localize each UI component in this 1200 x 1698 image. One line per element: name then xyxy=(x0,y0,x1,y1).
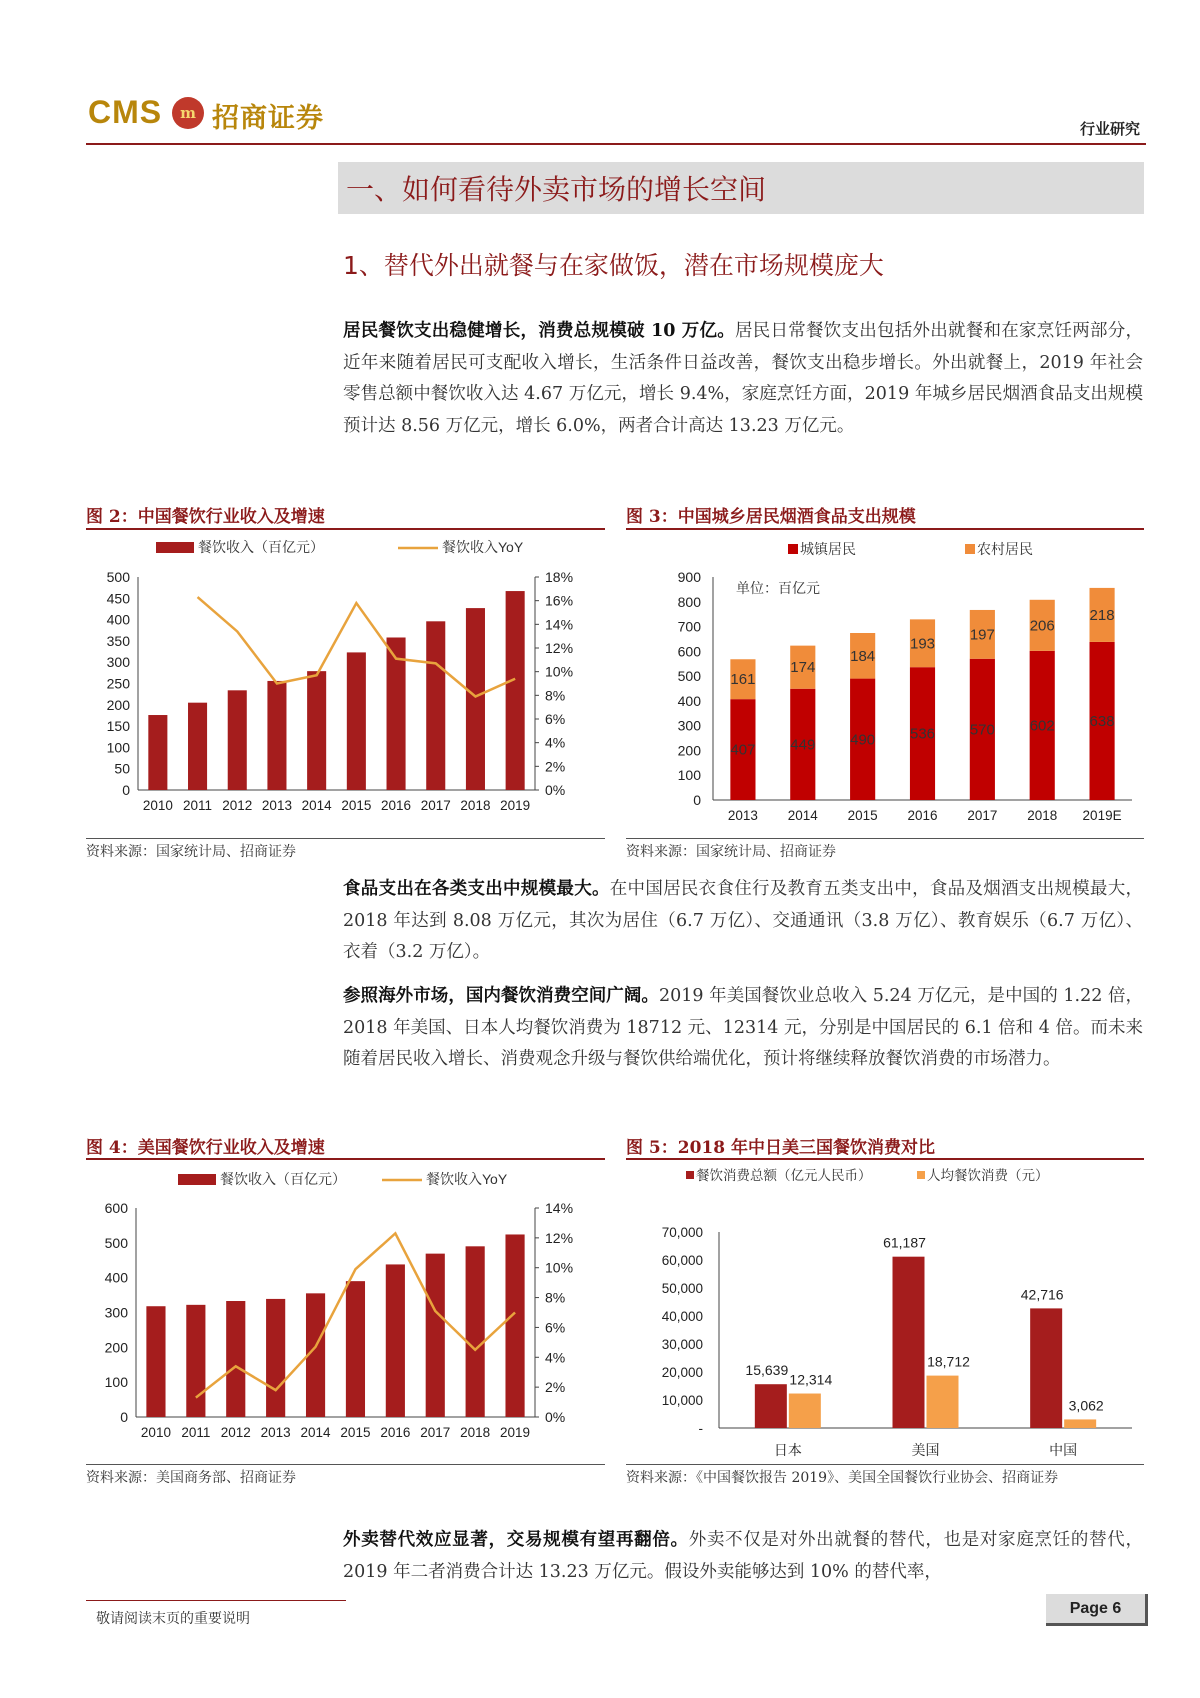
left-tick-label: 400 xyxy=(106,611,130,628)
legend-line-label: 餐饮收入YoY xyxy=(442,539,524,555)
right-tick-label: 12% xyxy=(545,640,574,656)
left-tick-label: 10,000 xyxy=(661,1393,703,1408)
x-tick-label: 美国 xyxy=(911,1442,940,1458)
left-tick-label: 20,000 xyxy=(661,1365,703,1380)
legend-rural-label: 农村居民 xyxy=(977,541,1033,557)
left-tick-label: 200 xyxy=(677,742,701,759)
urban-value-label: 490 xyxy=(850,731,876,749)
left-tick-label: 100 xyxy=(677,767,701,784)
urban-value-label: 638 xyxy=(1089,712,1115,730)
paragraph-3-text: 2019 年美国餐饮业总收入 5.24 万亿元，是中国的 1.22 倍，2018 年美国、日本人均餐饮消费为 18712 元、12314 元，分别是中国居民的 6.1 倍和 4 倍。而未来随着居民收入增长、消费观念升级与餐饮供给端优化，预计将继续释放餐饮消费的市场潜力。 xyxy=(343,986,1144,1069)
right-tick-label: 14% xyxy=(545,616,574,633)
right-tick-label: 8% xyxy=(545,687,566,704)
legend-total-swatch xyxy=(686,1171,694,1179)
header-divider xyxy=(86,143,1146,145)
x-tick-label: 2016 xyxy=(381,798,412,813)
left-tick-label: 300 xyxy=(677,717,701,734)
bar-2012 xyxy=(228,690,247,790)
right-tick-label: 10% xyxy=(545,663,574,680)
left-tick-label: 800 xyxy=(677,593,701,610)
bar-2013 xyxy=(267,681,286,790)
x-tick-label: 2017 xyxy=(420,1425,451,1440)
bar-total-美国 xyxy=(893,1257,925,1428)
x-tick-label: 2013 xyxy=(261,798,292,813)
bar-2018 xyxy=(466,1246,485,1417)
legend-urban-swatch xyxy=(788,544,798,554)
subsection-title: 1、替代外出就餐与在家做饭，潜在市场规模庞大 xyxy=(343,251,884,280)
paragraph-4 xyxy=(343,1525,1143,1588)
x-tick-label: 2014 xyxy=(301,798,332,813)
x-tick-label: 2012 xyxy=(220,1425,251,1440)
bar-2017 xyxy=(426,1254,445,1417)
x-tick-label: 2015 xyxy=(341,798,372,813)
logo-mark-icon: m xyxy=(172,97,204,129)
urban-value-label: 536 xyxy=(909,725,936,743)
right-tick-label: 6% xyxy=(545,711,566,727)
bar-2011 xyxy=(188,703,207,790)
bar-2015 xyxy=(347,652,366,790)
bar-percap-中国 xyxy=(1064,1419,1096,1428)
left-tick-label: 300 xyxy=(106,654,130,671)
legend-bar-swatch xyxy=(178,1174,216,1185)
right-tick-label: 10% xyxy=(545,1259,574,1276)
bar-2011 xyxy=(186,1305,205,1417)
footer-note: 敬请阅读末页的重要说明 xyxy=(96,1611,250,1627)
report-type-label: 行业研究 xyxy=(1079,120,1140,138)
fig4-source: 资料来源：美国商务部、招商证券 xyxy=(86,1470,296,1486)
data-label: 42,716 xyxy=(1020,1286,1064,1303)
x-tick-label: 2016 xyxy=(907,808,938,823)
paragraph-1-lead: 居民餐饮支出稳健增长，消费总规模破 10 万亿。 xyxy=(343,321,736,341)
x-tick-label: 2017 xyxy=(420,798,451,813)
unit-label: 单位：百亿元 xyxy=(736,580,820,596)
fig3-source-rule xyxy=(626,838,1144,839)
left-tick-label: 350 xyxy=(106,632,130,649)
bar-2014 xyxy=(307,671,326,790)
left-tick-label: 40,000 xyxy=(661,1309,703,1324)
right-tick-label: 14% xyxy=(545,1200,574,1216)
right-tick-label: 12% xyxy=(545,1229,574,1246)
paragraph-1 xyxy=(343,316,1143,442)
rural-value-label: 161 xyxy=(730,671,756,689)
x-tick-label: 2014 xyxy=(300,1425,331,1440)
paragraph-2-text: 在中国居民衣食住行及教育五类支出中，食品及烟酒支出规模最大，2018 年达到 8.08 万亿元，其次为居住（6.7 万亿）、交通通讯（3.8 万亿）、教育娱乐（6.7 万亿）、衣着（3.2 万亿）。 xyxy=(343,879,1144,962)
left-tick-label: 500 xyxy=(106,569,130,585)
left-tick-label: 50 xyxy=(114,760,130,777)
bar-2018 xyxy=(466,608,485,790)
fig5-title: 图 5：2018 年中日美三国餐饮消费对比 xyxy=(626,1138,935,1158)
right-tick-label: 2% xyxy=(545,1379,566,1396)
x-tick-label: 2010 xyxy=(140,1425,171,1440)
right-tick-label: 2% xyxy=(545,758,566,775)
left-tick-label: 600 xyxy=(104,1200,128,1216)
section-title: 一、如何看待外卖市场的增长空间 xyxy=(346,173,767,206)
left-tick-label: - xyxy=(698,1421,703,1436)
x-tick-label: 2011 xyxy=(181,1425,211,1440)
rural-value-label: 197 xyxy=(969,626,995,644)
rural-value-label: 193 xyxy=(909,635,936,653)
urban-value-label: 602 xyxy=(1029,717,1055,735)
x-tick-label: 2013 xyxy=(260,1425,291,1440)
left-tick-label: 450 xyxy=(106,590,130,607)
bar-2019 xyxy=(505,1234,524,1417)
left-tick-label: 700 xyxy=(677,618,701,635)
left-tick-label: 150 xyxy=(106,718,130,735)
x-tick-label: 2018 xyxy=(460,1425,491,1440)
left-tick-label: 0 xyxy=(120,1409,128,1425)
bar-2019 xyxy=(506,591,525,790)
bar-total-中国 xyxy=(1030,1308,1062,1428)
paragraph-1-text: 居民日常餐饮支出包括外出就餐和在家烹饪两部分，近年来随着居民可支配收入增长，生活条件日益改善，餐饮支出稳步增长。外出就餐上，2019 年社会零售总额中餐饮收入达 4.67 万亿元，增长 9.4%，家庭烹饪方面，2019 年城乡居民烟酒食品支出规模预计达 8.56 万亿元，增长 6.0%，两者合计高达 13.23 万亿元。 xyxy=(343,321,1143,436)
rural-value-label: 174 xyxy=(790,659,816,677)
fig3-chart xyxy=(626,532,1146,832)
footer-divider xyxy=(86,1600,346,1601)
legend-bar-label: 餐饮收入（百亿元） xyxy=(220,1171,346,1187)
paragraph-3 xyxy=(343,981,1143,1076)
x-tick-label: 2011 xyxy=(183,798,213,813)
right-tick-label: 18% xyxy=(545,569,574,585)
left-tick-label: 300 xyxy=(104,1304,128,1321)
left-tick-label: 600 xyxy=(677,643,701,660)
fig2-title: 图 2：中国餐饮行业收入及增速 xyxy=(86,507,325,527)
paragraph-4-lead: 外卖替代效应显著，交易规模有望再翻倍。 xyxy=(343,1530,689,1550)
right-tick-label: 6% xyxy=(545,1319,566,1336)
left-tick-label: 0 xyxy=(693,792,701,808)
right-tick-label: 4% xyxy=(545,734,566,751)
left-tick-label: 70,000 xyxy=(661,1225,703,1240)
fig5-source: 资料来源：《中国餐饮报告 2019》、美国全国餐饮行业协会、招商证券 xyxy=(626,1470,1059,1486)
left-tick-label: 30,000 xyxy=(661,1337,703,1352)
x-tick-label: 2016 xyxy=(380,1425,411,1440)
fig2-chart xyxy=(86,532,606,832)
urban-value-label: 449 xyxy=(790,736,816,754)
x-tick-label: 日本 xyxy=(773,1442,802,1458)
legend-line-label: 餐饮收入YoY xyxy=(426,1171,508,1187)
legend-percap-swatch xyxy=(917,1171,925,1179)
x-tick-label: 2018 xyxy=(1027,808,1058,823)
fig3-title: 图 3：中国城乡居民烟酒食品支出规模 xyxy=(626,507,916,527)
right-tick-label: 16% xyxy=(545,592,574,609)
left-tick-label: 0 xyxy=(122,782,130,798)
paragraph-4-text: 外卖不仅是对外出就餐的替代，也是对家庭烹饪的替代，2019 年二者消费合计达 13.23 万亿元。假设外卖能够达到 10% 的替代率， xyxy=(343,1530,1144,1582)
bar-2016 xyxy=(386,1264,405,1417)
fig4-title: 图 4：美国餐饮行业收入及增速 xyxy=(86,1138,325,1158)
bar-percap-日本 xyxy=(789,1394,821,1428)
left-tick-label: 200 xyxy=(106,696,130,713)
x-tick-label: 2014 xyxy=(787,808,818,823)
data-label: 3,062 xyxy=(1068,1397,1104,1414)
urban-value-label: 570 xyxy=(969,721,995,739)
page-number: Page 6 xyxy=(1046,1594,1148,1626)
logo-cms: CMS xyxy=(88,94,163,130)
data-label: 18,712 xyxy=(927,1353,970,1370)
x-tick-label: 2012 xyxy=(222,798,253,813)
fig4-source-rule xyxy=(86,1464,605,1465)
bar-2012 xyxy=(226,1301,245,1417)
x-tick-label: 2010 xyxy=(142,798,173,813)
bar-2015 xyxy=(346,1281,365,1417)
x-tick-label: 2018 xyxy=(460,798,491,813)
right-tick-label: 8% xyxy=(545,1289,566,1306)
left-tick-label: 900 xyxy=(677,569,701,585)
data-label: 12,314 xyxy=(789,1371,833,1388)
fig5-chart xyxy=(626,1160,1146,1460)
data-label: 15,639 xyxy=(745,1362,789,1379)
left-tick-label: 60,000 xyxy=(661,1253,703,1268)
x-tick-label: 2019 xyxy=(500,798,531,813)
left-tick-label: 250 xyxy=(106,675,130,692)
fig2-title-rule xyxy=(86,528,605,530)
bar-2013 xyxy=(266,1299,285,1417)
paragraph-2 xyxy=(343,874,1143,969)
bar-total-日本 xyxy=(755,1384,787,1428)
left-tick-label: 400 xyxy=(104,1269,128,1286)
bar-2010 xyxy=(146,1306,165,1417)
legend-bar-swatch xyxy=(156,542,194,553)
logo-company-name: 招商证券 xyxy=(212,103,324,134)
x-tick-label: 2013 xyxy=(727,808,758,823)
left-tick-label: 50,000 xyxy=(661,1281,703,1296)
fig3-title-rule xyxy=(626,528,1144,530)
fig4-chart xyxy=(86,1160,606,1460)
legend-urban-label: 城镇居民 xyxy=(800,541,856,557)
data-label: 61,187 xyxy=(883,1234,926,1251)
x-tick-label: 2019E xyxy=(1082,808,1122,823)
legend-rural-swatch xyxy=(965,544,975,554)
right-tick-label: 4% xyxy=(545,1349,566,1366)
urban-value-label: 407 xyxy=(730,741,756,759)
fig3-source: 资料来源：国家统计局、招商证券 xyxy=(626,844,836,860)
x-tick-label: 2019 xyxy=(500,1425,531,1440)
rural-value-label: 184 xyxy=(850,647,876,665)
left-tick-label: 400 xyxy=(677,692,701,709)
legend-percap-label: 人均餐饮消费（元） xyxy=(927,1168,1049,1183)
fig2-source: 资料来源：国家统计局、招商证券 xyxy=(86,844,296,860)
x-tick-label: 2015 xyxy=(340,1425,371,1440)
legend-bar-label: 餐饮收入（百亿元） xyxy=(198,539,324,555)
legend-total-label: 餐饮消费总额（亿元人民币） xyxy=(696,1168,872,1183)
right-tick-label: 0% xyxy=(545,1409,566,1425)
x-tick-label: 2015 xyxy=(847,808,878,823)
left-tick-label: 100 xyxy=(104,1374,128,1391)
bar-percap-美国 xyxy=(927,1376,959,1428)
rural-value-label: 218 xyxy=(1089,606,1115,624)
paragraph-2-lead: 食品支出在各类支出中规模最大。 xyxy=(343,879,610,899)
paragraph-3-lead: 参照海外市场，国内餐饮消费空间广阔。 xyxy=(343,986,659,1006)
left-tick-label: 100 xyxy=(106,739,130,756)
fig2-source-rule xyxy=(86,838,605,839)
bar-2017 xyxy=(426,621,445,790)
bar-2010 xyxy=(148,715,167,790)
x-tick-label: 中国 xyxy=(1049,1442,1078,1458)
left-tick-label: 200 xyxy=(104,1339,128,1356)
left-tick-label: 500 xyxy=(104,1234,128,1251)
x-tick-label: 2017 xyxy=(967,808,998,823)
rural-value-label: 206 xyxy=(1029,617,1055,635)
right-tick-label: 0% xyxy=(545,782,566,798)
left-tick-label: 500 xyxy=(677,668,701,685)
fig5-source-rule xyxy=(626,1464,1144,1465)
